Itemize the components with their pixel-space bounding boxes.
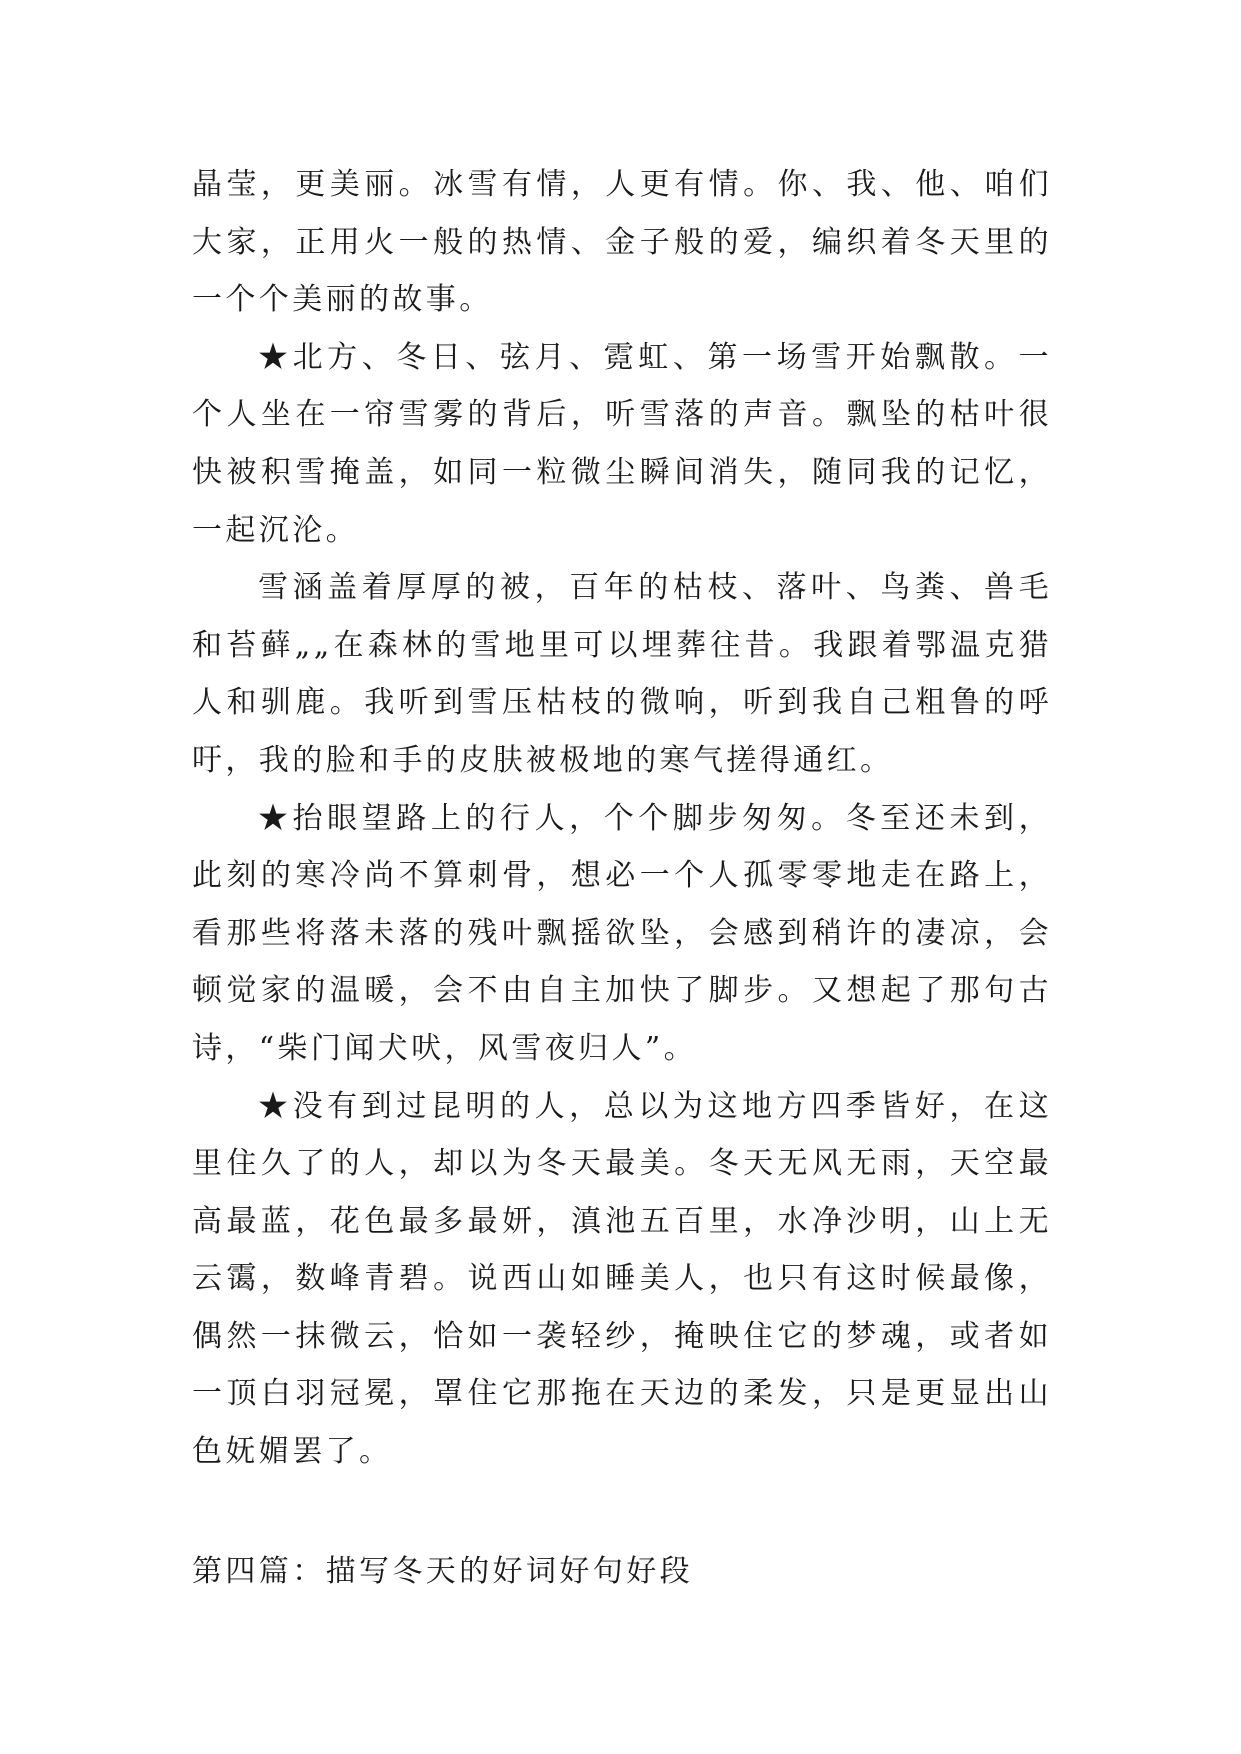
paragraph-continuation: 晶莹，更美丽。冰雪有情，人更有情。你、我、他、咱们大家，正用火一般的热情、金子般的爱，编织着冬天里的一个个美丽的故事。	[192, 167, 1052, 318]
document-body	[192, 156, 1052, 1600]
paragraph-snow-forest: 雪涵盖着厚厚的被，百年的枯枝、落叶、鸟粪、兽毛和苔藓„„在森林的雪地里可以埋葬往昔。我跟着鄂温克猎人和驯鹿。我听到雪压枯枝的微响，听到我自己粗鲁的呼吁，我的脸和手的皮肤被极地的寒气搓得通红。	[192, 570, 1052, 778]
section-heading: 第四篇：描写冬天的好词好句好段	[192, 1553, 693, 1589]
paragraph-pedestrians: ★抬眼望路上的行人，个个脚步匆匆。冬至还未到，此刻的寒冷尚不算刺骨，想必一个人孤零零地走在路上，看那些将落未落的残叶飘摇欲坠，会感到稍许的凄凉，会顿觉家的温暖，会不由自主加快了脚步。又想起了那句古诗，“柴门闻犬吠，风雪夜归人”。	[192, 800, 1052, 1066]
paragraph-kunming: ★没有到过昆明的人，总以为这地方四季皆好，在这里住久了的人，却以为冬天最美。冬天无风无雨，天空最高最蓝，花色最多最妍，滇池五百里，水净沙明，山上无云霭，数峰青碧。说西山如睡美人，也只有这时候最像，偶然一抹微云，恰如一袭轻纱，掩映住它的梦魂，或者如一顶白羽冠冕，罩住它那拖在天边的柔发，只是更显出山色妩媚罢了。	[192, 1088, 1052, 1470]
paragraph-north-winter: ★北方、冬日、弦月、霓虹、第一场雪开始飘散。一个人坐在一帘雪雾的背后，听雪落的声音。飘坠的枯叶很快被积雪掩盖，如同一粒微尘瞬间消失，随同我的记忆，一起沉沦。	[192, 339, 1052, 548]
